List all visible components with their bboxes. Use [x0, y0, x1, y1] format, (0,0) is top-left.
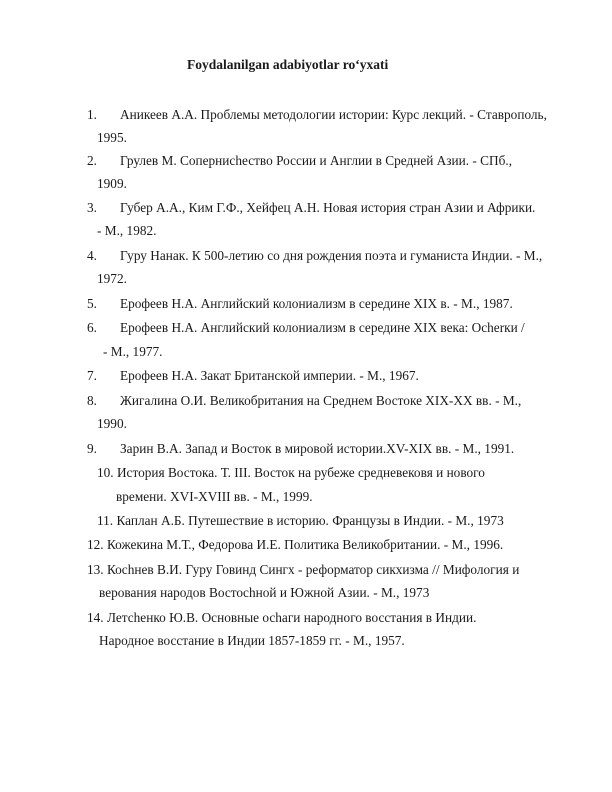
list-item-text: 14. Летсhенко Ю.В. Основные осhаги народного восстания в Индии. [87, 610, 477, 625]
list-item-number: 2. [87, 153, 97, 168]
list-item-text: - М., 1982. [97, 223, 157, 238]
list-item-number: 4. [87, 248, 97, 263]
page-title: Foydalanilgan adabiyotlar ro‘yxati [187, 57, 389, 72]
list-item-text: 1995. [97, 130, 127, 145]
list-item-text: Жигалина О.И. Великобритания на Среднем Востоке XIX-XX вв. - М., [120, 393, 522, 408]
list-item-number: 7. [87, 368, 97, 383]
list-item-text: Ерофеев Н.А. Закат Британской империи. - М., 1967. [120, 368, 419, 383]
list-item-text: 12. Кожекина М.Т., Федорова И.Е. Политика Великобритании. - М., 1996. [87, 537, 504, 552]
list-item-number: 9. [87, 441, 97, 456]
list-item-number: 6. [87, 320, 97, 335]
list-item-text: 1909. [97, 176, 127, 191]
list-item-text: Народное восстание в Индии 1857-1859 гг. - М., 1957. [99, 633, 405, 648]
list-item-text: 1972. [97, 271, 127, 286]
list-item-text: Ерофеев Н.А. Английский колониализм в середине XIX века: Осherки / [120, 320, 525, 335]
list-item-number: 5. [87, 296, 97, 311]
list-item-text: Зарин В.А. Запад и Восток в мировой истории.XV-XIX вв. - М., 1991. [120, 441, 515, 456]
list-item-text: 11. Каплан А.Б. Путешествие в историю. Французы в Индии. - М., 1973 [97, 513, 504, 528]
list-item-text: Ерофеев Н.А. Английский колониализм в середине XIX в. - М., 1987. [120, 296, 513, 311]
list-item-text: Гуру Нанак. К 500-летию со дня рождения поэта и гуманиста Индии. - М., [120, 248, 543, 263]
list-item-text: 10. История Востока. Т. III. Восток на рубеже средневековя и нового [97, 465, 485, 480]
list-item-text: 1990. [97, 416, 127, 431]
list-item-text: Аникеев А.А. Проблемы методологии истории: Курс лекций. - Ставрополь, [120, 107, 547, 122]
list-item-text: Губер А.А., Ким Г.Ф., Хейфец А.Н. Новая история стран Азии и Африки. [120, 200, 536, 215]
list-item-number: 1. [87, 107, 97, 122]
list-item-text: - М., 1977. [103, 344, 163, 359]
list-item-text: 13. Коchнев В.И. Гуру Говинд Сингх - реформатор сикхизма // Мифология и [87, 562, 520, 577]
list-item-text: верования народов Востоchной и Южной Азии. - М., 1973 [99, 585, 430, 600]
list-item-text: Грулев М. Сопернисhество России и Англии в Средней Азии. - СПб., [120, 153, 513, 168]
list-item-number: 8. [87, 393, 97, 408]
list-item-number: 3. [87, 200, 97, 215]
list-item-text: времени. XVI-XVIII вв. - М., 1999. [116, 489, 313, 504]
